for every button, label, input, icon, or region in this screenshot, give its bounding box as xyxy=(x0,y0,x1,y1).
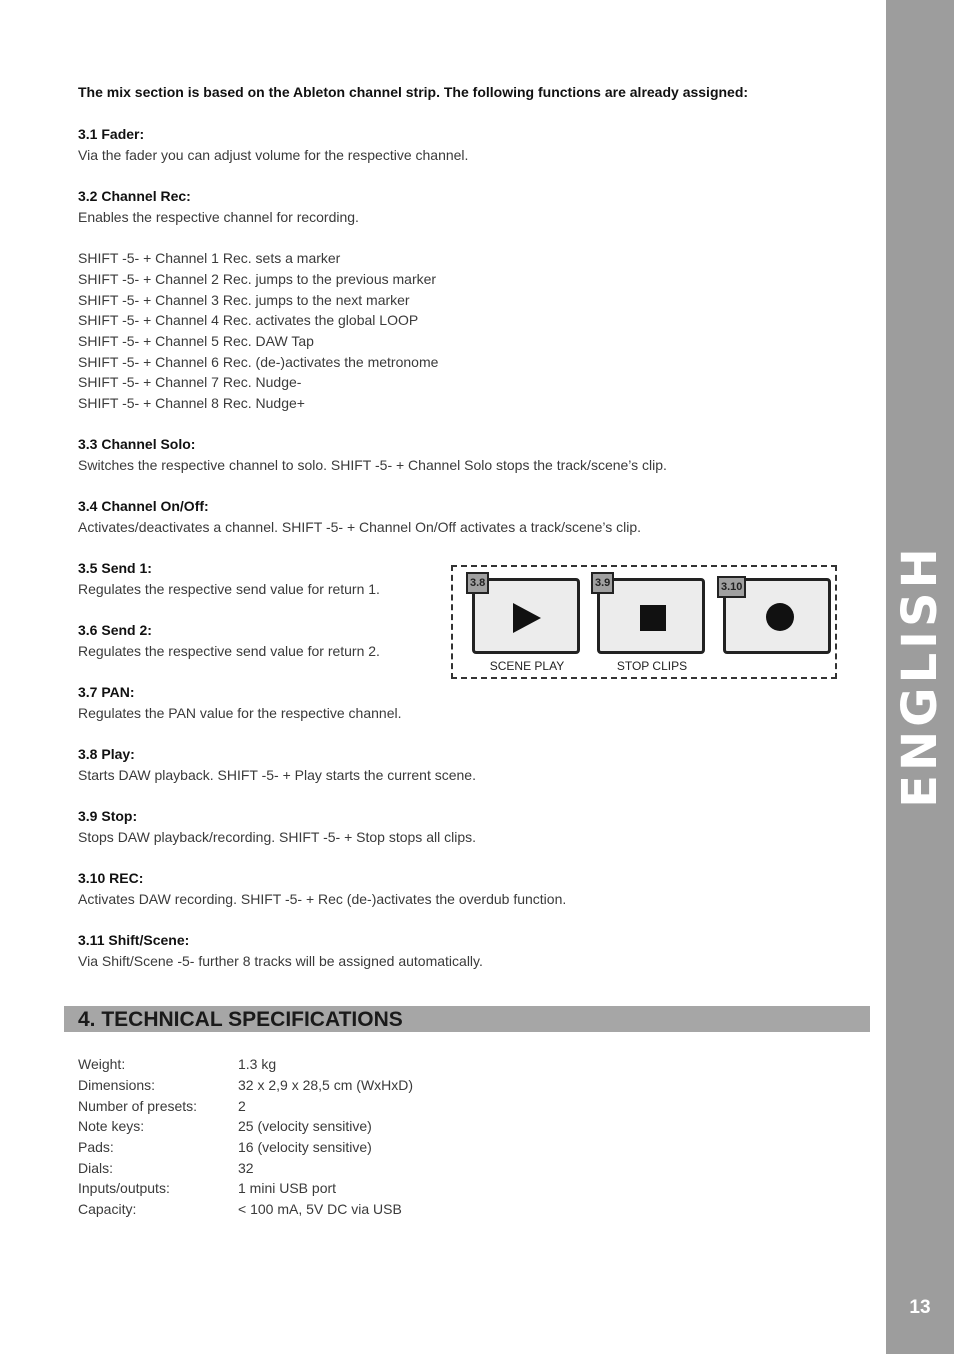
list-item: SHIFT -5- + Channel 7 Rec. Nudge- xyxy=(78,374,302,391)
section-channel-onoff xyxy=(78,496,641,537)
section-title: 3.8 Play: xyxy=(78,746,135,762)
stop-clips-button xyxy=(597,578,705,654)
spec-key: Pads: xyxy=(78,1139,114,1156)
language-label: ENGLISH xyxy=(892,544,948,808)
callout-tag: 3.8 xyxy=(466,572,489,594)
section-shift-scene xyxy=(78,930,483,971)
section-send-1 xyxy=(78,558,380,599)
spec-key: Inputs/outputs: xyxy=(78,1180,170,1197)
specs-title: 4. TECHNICAL SPECIFICATIONS xyxy=(78,1008,403,1031)
record-button xyxy=(723,578,831,654)
section-text: Switches the respective channel to solo. SHIFT -5- + Channel Solo stops the track/scene’s clip. xyxy=(78,456,667,473)
section-title: 3.11 Shift/Scene: xyxy=(78,932,190,948)
section-channel-rec xyxy=(78,186,438,414)
spec-value: 32 x 2,9 x 28,5 cm (WxHxD) xyxy=(238,1077,414,1094)
page-number: 13 xyxy=(909,1297,931,1318)
section-play xyxy=(78,744,476,785)
table-row xyxy=(78,1054,413,1075)
section-text: Regulates the respective send value for return 2. xyxy=(78,642,380,659)
spec-value: 1.3 kg xyxy=(238,1056,277,1073)
table-row xyxy=(78,1116,413,1137)
spec-value: 25 (velocity sensitive) xyxy=(238,1118,372,1135)
shift-function-list xyxy=(78,248,438,414)
table-row xyxy=(78,1137,413,1158)
table-row xyxy=(78,1075,413,1096)
stop-clips-label: STOP CLIPS xyxy=(616,659,688,673)
spec-value: 1 mini USB port xyxy=(238,1180,337,1197)
section-rec xyxy=(78,868,566,909)
spec-value: 32 xyxy=(238,1159,254,1176)
specs-heading-bar xyxy=(64,1006,870,1032)
specs-table xyxy=(78,1054,413,1220)
section-title: 3.3 Channel Solo: xyxy=(78,436,196,452)
list-item: SHIFT -5- + Channel 3 Rec. jumps to the next marker xyxy=(78,291,410,308)
spec-key: Weight: xyxy=(78,1056,126,1073)
section-title: 3.10 REC: xyxy=(78,870,144,886)
stop-icon xyxy=(640,605,666,631)
section-text: Stops DAW playback/recording. SHIFT -5- + Stop stops all clips. xyxy=(78,828,476,845)
section-title: 3.4 Channel On/Off: xyxy=(78,498,209,514)
list-item: SHIFT -5- + Channel 1 Rec. sets a marker xyxy=(78,250,341,267)
spec-key: Note keys: xyxy=(78,1118,145,1135)
list-item: SHIFT -5- + Channel 6 Rec. (de-)activates the metronome xyxy=(78,353,439,370)
table-row xyxy=(78,1199,413,1220)
section-title: 3.1 Fader: xyxy=(78,126,145,142)
section-text: Regulates the PAN value for the respective channel. xyxy=(78,704,402,721)
section-text: Activates/deactivates a channel. SHIFT -5- + Channel On/Off activates a track/scene’s clip. xyxy=(78,518,641,535)
spec-key: Number of presets: xyxy=(78,1097,198,1114)
spec-value: < 100 mA, 5V DC via USB xyxy=(238,1201,402,1218)
callout-tag: 3.10 xyxy=(717,576,746,598)
table-row xyxy=(78,1178,413,1199)
section-text: Via the fader you can adjust volume for the respective channel. xyxy=(78,146,469,163)
section-text: Activates DAW recording. SHIFT -5- + Rec (de-)activates the overdub function. xyxy=(78,890,567,907)
spec-value: 16 (velocity sensitive) xyxy=(238,1139,372,1156)
section-title: 3.7 PAN: xyxy=(78,684,135,700)
section-text: Via Shift/Scene -5- further 8 tracks will be assigned automatically. xyxy=(78,952,483,969)
section-fader xyxy=(78,124,468,165)
transport-controls-diagram xyxy=(451,565,837,679)
section-stop xyxy=(78,806,476,847)
intro-text: The mix section is based on the Ableton channel strip. The following functions are already assigned: xyxy=(78,84,749,100)
list-item: SHIFT -5- + Channel 4 Rec. activates the global LOOP xyxy=(78,312,419,329)
callout-tag: 3.9 xyxy=(591,572,614,594)
section-pan xyxy=(78,682,401,723)
table-row xyxy=(78,1095,413,1116)
list-item: SHIFT -5- + Channel 2 Rec. jumps to the previous marker xyxy=(78,270,437,287)
play-icon xyxy=(513,603,541,633)
list-item: SHIFT -5- + Channel 5 Rec. DAW Tap xyxy=(78,332,314,349)
section-title: 3.2 Channel Rec: xyxy=(78,188,191,204)
section-channel-solo xyxy=(78,434,667,475)
record-icon xyxy=(766,603,794,631)
section-text: Regulates the respective send value for return 1. xyxy=(78,580,380,597)
scene-play-button xyxy=(472,578,580,654)
spec-key: Dimensions: xyxy=(78,1077,156,1094)
spec-key: Capacity: xyxy=(78,1201,137,1218)
language-tab xyxy=(886,544,954,808)
spec-key: Dials: xyxy=(78,1159,114,1176)
list-item: SHIFT -5- + Channel 8 Rec. Nudge+ xyxy=(78,395,305,412)
section-text: Starts DAW playback. SHIFT -5- + Play starts the current scene. xyxy=(78,766,476,783)
scene-play-label: SCENE PLAY xyxy=(489,659,565,673)
section-title: 3.5 Send 1: xyxy=(78,560,152,576)
section-send-2 xyxy=(78,620,380,661)
section-title: 3.6 Send 2: xyxy=(78,622,152,638)
section-text: Enables the respective channel for recording. xyxy=(78,208,359,225)
spec-value: 2 xyxy=(238,1097,246,1114)
table-row xyxy=(78,1157,413,1178)
section-title: 3.9 Stop: xyxy=(78,808,138,824)
